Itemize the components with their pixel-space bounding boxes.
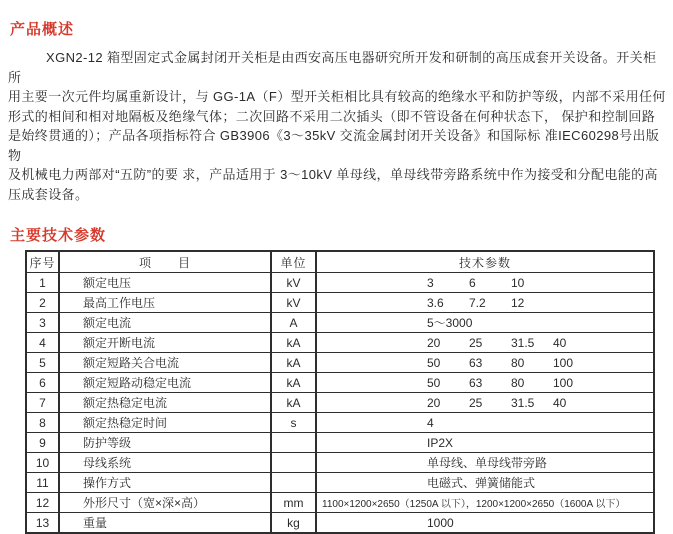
cell-item: 额定热稳定电流 [59,393,271,413]
cell-serial: 2 [26,293,59,313]
cell-serial: 12 [26,493,59,513]
table-row [26,453,654,473]
cell-serial: 1 [26,273,59,293]
cell-unit: kA [271,393,316,413]
cell-unit [271,473,316,493]
param-value: 3.6 [427,295,444,310]
param-value: 63 [469,355,483,370]
param-value: 4 [427,415,434,430]
param-value: 单母线、单母线带旁路 [427,456,548,470]
param-value: 50 [427,355,441,370]
table-row [26,413,654,433]
param-value: 31.5 [511,395,535,410]
param-value: 80 [511,375,525,390]
param-value: 12 [511,295,525,310]
cell-unit [271,433,316,453]
table-row [26,473,654,493]
cell-unit: s [271,413,316,433]
paragraph-line: 形式的相间和相对地隔板及绝缘气体；二次回路不采用二次插头（即不管设备在何种状态下， 保护和控制回路 [8,108,656,124]
cell-params [316,273,654,293]
param-value: 40 [553,335,567,350]
cell-serial: 8 [26,413,59,433]
cell-params [316,333,654,353]
table-row [26,373,654,393]
table-row [26,513,654,534]
cell-unit: kA [271,353,316,373]
param-value: 10 [511,275,525,290]
cell-item: 额定电流 [59,313,271,333]
param-value: 5～3000 [427,316,473,330]
cell-params [316,413,654,433]
column-header-params: 技术参数 [316,251,654,273]
cell-params [316,373,654,393]
cell-unit: kV [271,273,316,293]
cell-unit: A [271,313,316,333]
column-header-unit: 单位 [271,251,316,273]
cell-serial: 10 [26,453,59,473]
cell-item: 母线系统 [59,453,271,473]
column-header-serial: 序号 [26,251,59,273]
cell-item: 额定热稳定时间 [59,413,271,433]
param-value: 100 [553,375,574,390]
cell-serial: 9 [26,433,59,453]
cell-unit: kA [271,373,316,393]
cell-params [316,293,654,313]
cell-params [316,353,654,373]
param-value: 50 [427,375,441,390]
param-value: 7.2 [469,295,486,310]
cell-serial: 5 [26,353,59,373]
cell-unit [271,453,316,473]
table-header-row [26,251,654,273]
table-row [26,433,654,453]
table-row [26,273,654,293]
cell-serial: 4 [26,333,59,353]
cell-params [316,513,654,534]
table-row [26,493,654,513]
param-value: 40 [553,395,567,410]
table-row [26,393,654,413]
paragraph-line: 是始终贯通的）；产品各项指标符合 GB3906《3～35kV 交流金属封闭开关设备》和国际标 准IEC60298号出版物 [8,128,660,163]
table-row [26,333,654,353]
section-title-main-technical-parameters: 主要技术参数 [10,227,107,244]
cell-params [316,313,654,333]
cell-serial: 7 [26,393,59,413]
cell-unit: kg [271,513,316,534]
param-value: 6 [469,275,476,290]
paragraph-line: 压成套设备。 [8,186,89,202]
cell-item: 额定短路关合电流 [59,353,271,373]
cell-unit: mm [271,493,316,513]
cell-item: 外形尺寸（宽×深×高） [59,493,271,513]
param-value: IP2X [427,435,454,450]
cell-serial: 6 [26,373,59,393]
param-value: 25 [469,335,483,350]
cell-item: 额定短路动稳定电流 [59,373,271,393]
param-value: 1100×1200×2650（1250A 以下），1200×1200×2650（1600A 以下） [322,499,626,510]
param-value: 1000 [427,515,454,530]
cell-params [316,433,654,453]
table-row [26,293,654,313]
param-value: 20 [427,395,441,410]
param-value: 电磁式、弹簧储能式 [427,476,536,490]
param-value: 25 [469,395,483,410]
param-value: 80 [511,355,525,370]
param-value: 20 [427,335,441,350]
param-value: 63 [469,375,483,390]
table-row [26,313,654,333]
column-header-item: 项 目 [59,251,271,273]
cell-item: 重量 [59,513,271,534]
cell-unit: kA [271,333,316,353]
cell-item: 操作方式 [59,473,271,493]
paragraph-line: 用主要一次元件均属重新设计，与 GG-1A（F）型开关柜相比具有较高的绝缘水平和防护等级，内部不采用任何 [8,89,666,104]
cell-item: 额定开断电流 [59,333,271,353]
table-body [26,273,654,534]
cell-item: 最高工作电压 [59,293,271,313]
param-value: 31.5 [511,335,535,350]
cell-params [316,493,654,513]
technical-parameters-table [25,250,655,534]
param-value: 100 [553,355,574,370]
cell-unit: kV [271,293,316,313]
cell-serial: 13 [26,513,59,534]
cell-serial: 11 [26,473,59,493]
cell-params [316,393,654,413]
overview-paragraph [8,48,667,204]
cell-serial: 3 [26,313,59,333]
cell-item: 额定电压 [59,273,271,293]
cell-params [316,473,654,493]
paragraph-line: 及机械电力两部对“五防”的要 求，产品适用于 3～10kV 单母线，单母线带旁路系统中作为接受和分配电能的高 [8,167,658,182]
param-value: 3 [427,275,434,290]
paragraph-line: XGN2-12 箱型固定式金属封闭开关柜是由西安高压电器研究所开发和研制的高压成套开关设备。开关柜所 [8,50,657,85]
section-title-product-overview: 产品概述 [10,21,75,38]
cell-item: 防护等级 [59,433,271,453]
cell-params [316,453,654,473]
table-row [26,353,654,373]
